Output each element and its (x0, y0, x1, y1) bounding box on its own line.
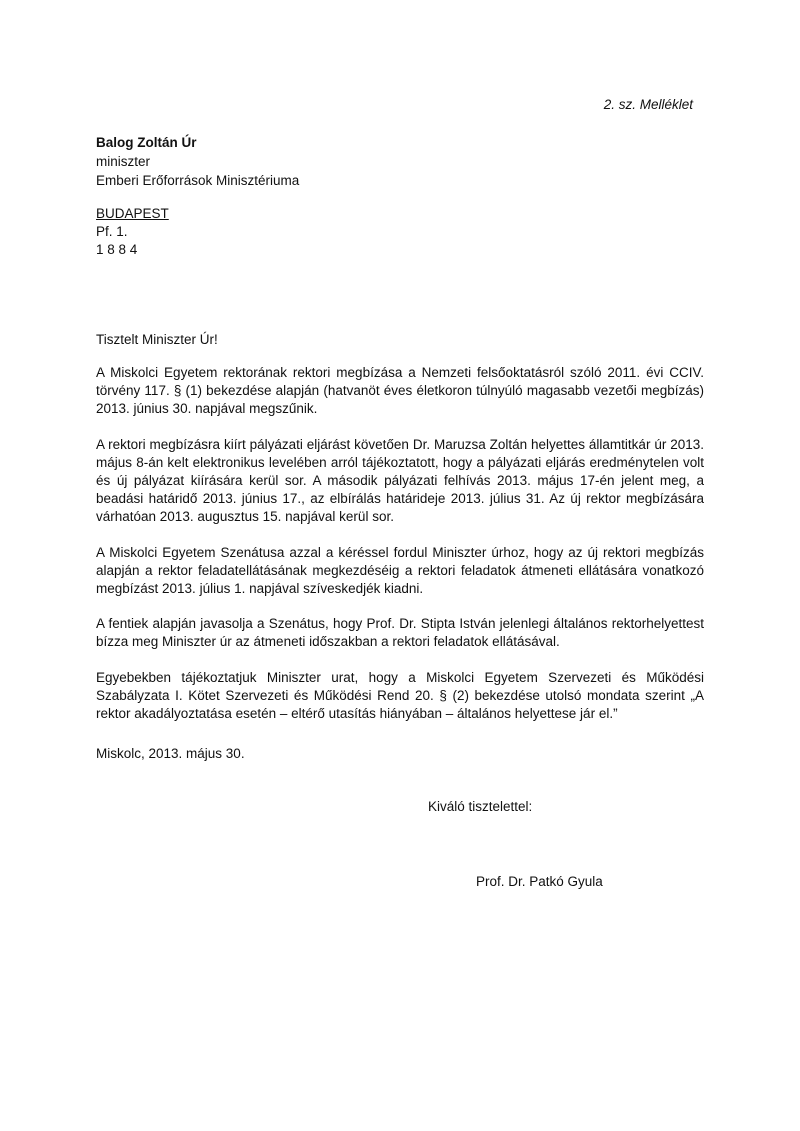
address-postal-code: 1 8 8 4 (96, 242, 138, 257)
address-po-box: Pf. 1. (96, 224, 128, 239)
addressee-organization: Emberi Erőforrások Minisztériuma (96, 173, 300, 188)
body-paragraph-5: Egyebekben tájékoztatjuk Miniszter urat, hogy a Miskolci Egyetem Szervezeti és Működési Szabályzata I. Kötet Szervezeti és Működési Rend 20. § (2) bekezdése utolsó mondata szerint „A rektor akadályoztatása esetén – eltérő utasítás hiányában – általános helyettese jár el.” (96, 669, 704, 722)
closing-phrase: Kiváló tisztelettel: (428, 799, 533, 814)
addressee-title: miniszter (96, 154, 151, 169)
body-paragraph-3: A Miskolci Egyetem Szenátusa azzal a kéréssel fordul Miniszter úrhoz, hogy az új rektori megbízás alapján a rektor feladatellátásának megkezdéséig a rektori feladatok átmeneti ellátására vonatkozó megbízást 2013. július 1. napjával szíveskedjék kiadni. (96, 544, 704, 597)
addressee-block (96, 133, 299, 190)
addressee-name: Balog Zoltán Úr (96, 135, 197, 150)
address-block (96, 205, 169, 259)
body-paragraph-4: A fentiek alapján javasolja a Szenátus, hogy Prof. Dr. Stipta István jelenlegi általános rektorhelyettest bízza meg Miniszter úr az átmeneti időszakban a rektori feladatok ellátásával. (96, 616, 704, 650)
date-line: Miskolc, 2013. május 30. (96, 746, 245, 761)
signature-name: Prof. Dr. Patkó Gyula (476, 874, 603, 889)
address-city: BUDAPEST (96, 206, 169, 221)
letter-body (96, 364, 704, 740)
salutation: Tisztelt Miniszter Úr! (96, 332, 218, 347)
body-paragraph-2: A rektori megbízásra kiírt pályázati eljárást követően Dr. Maruzsa Zoltán helyettes államtitkár úr 2013. május 8-án kelt elektronikus levelében arról tájékoztatott, hogy a pályázati eljárás eredménytelen volt és új pályázat kiírására kerül sor. A második pályázati felhívás 2013. május 17-én jelent meg, a beadási határidő 2013. június 17., az elbírálás határideje 2013. július 31. Az új rektor megbízására várhatóan 2013. augusztus 15. napjával kerül sor. (96, 436, 704, 525)
annex-label: 2. sz. Melléklet (603, 97, 693, 112)
body-paragraph-1: A Miskolci Egyetem rektorának rektori megbízása a Nemzeti felsőoktatásról szóló 2011. évi CCIV. törvény 117. § (1) bekezdése alapján (hatvanöt éves életkoron túlnyúló magasabb vezetői megbízás) 2013. június 30. napjával megszűnik. (96, 365, 704, 417)
